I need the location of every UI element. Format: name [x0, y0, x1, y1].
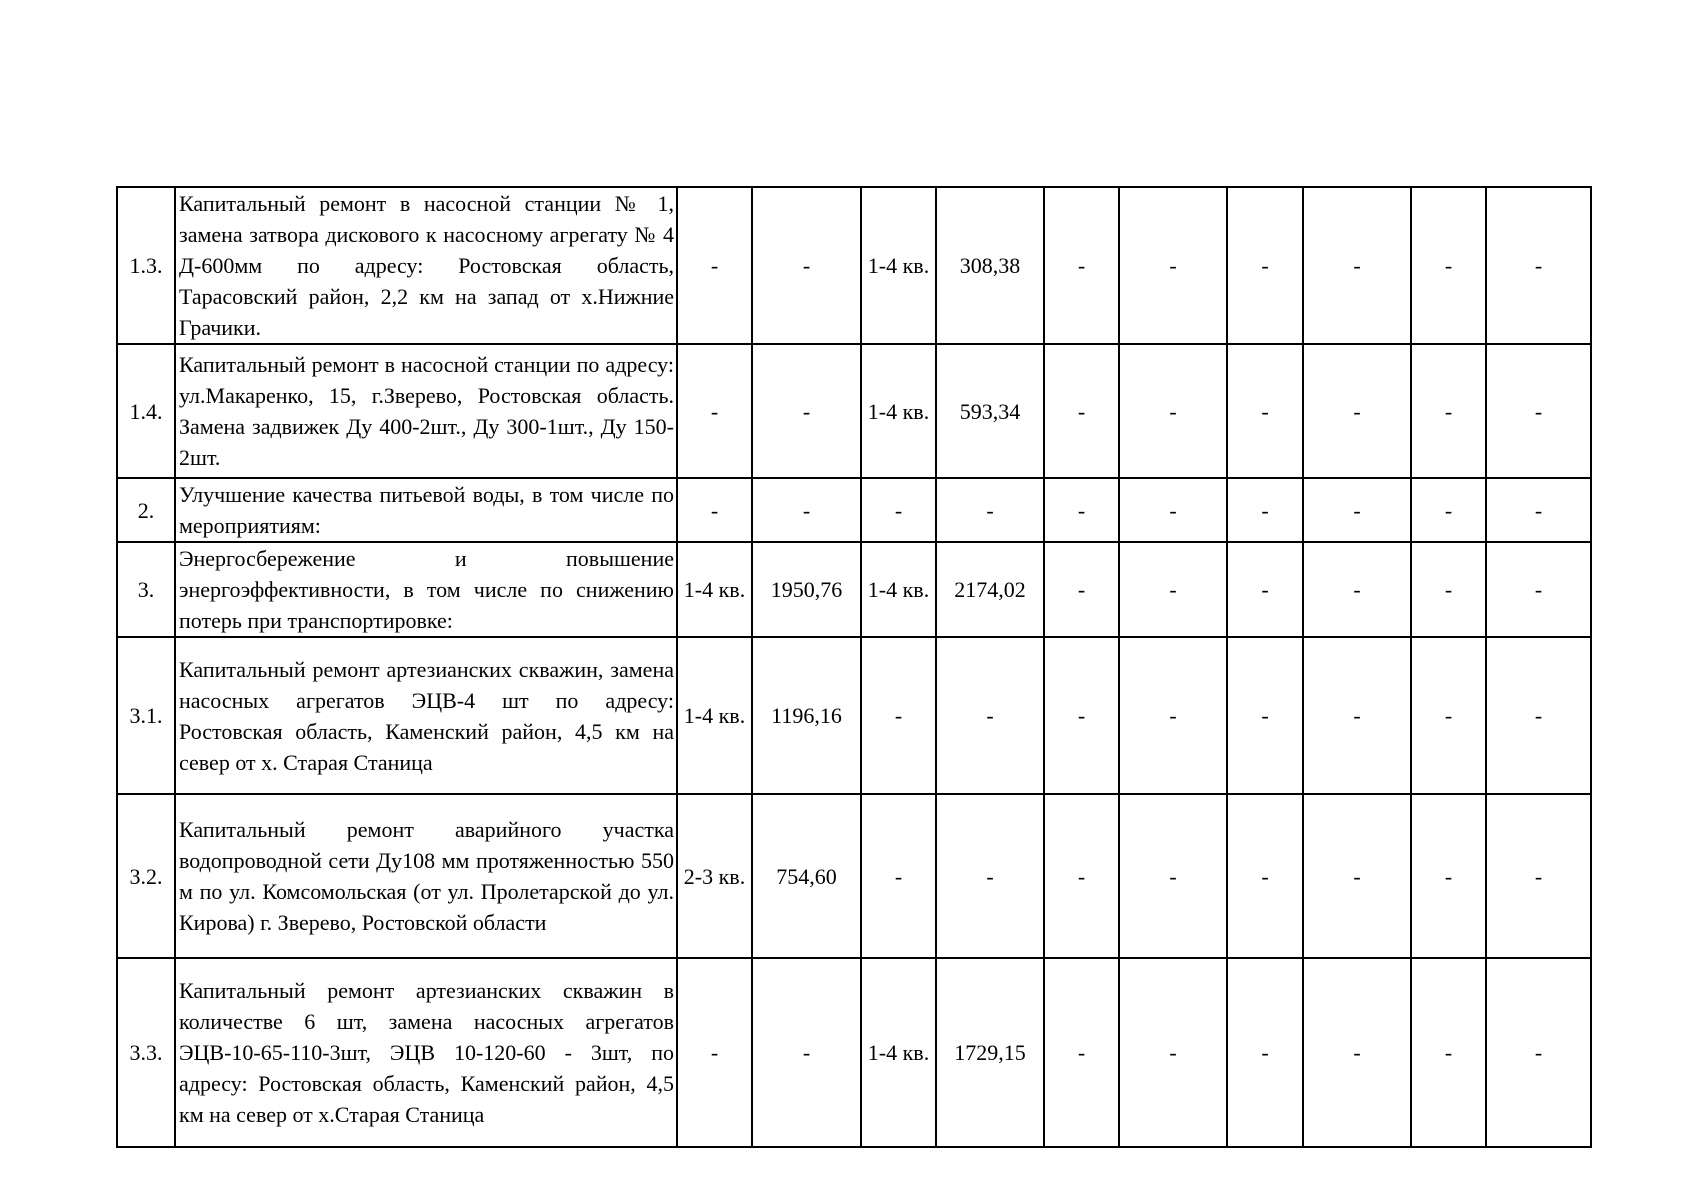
table-cell: 593,34 [936, 344, 1044, 478]
table-cell: - [1119, 637, 1227, 794]
table-row [117, 542, 1591, 637]
table-cell: - [861, 794, 936, 958]
table-cell: - [1411, 637, 1486, 794]
table-cell: - [1411, 958, 1486, 1147]
table-cell: - [1486, 187, 1591, 344]
table-cell: - [1044, 542, 1119, 637]
table-cell: - [1227, 542, 1303, 637]
table-cell: - [1486, 542, 1591, 637]
row-description: Энергосбережение и повышение энергоэффективности, в том числе по снижению потерь при транспортировке: [175, 542, 677, 637]
table-cell: - [1486, 794, 1591, 958]
table-cell: 1-4 кв. [861, 344, 936, 478]
table-cell: - [1227, 958, 1303, 1147]
table-cell: 308,38 [936, 187, 1044, 344]
table-cell: - [1044, 187, 1119, 344]
table-cell: - [861, 637, 936, 794]
table-cell: - [752, 187, 861, 344]
table-cell: - [677, 478, 752, 542]
table-cell: - [1044, 958, 1119, 1147]
table-cell: - [1411, 344, 1486, 478]
table-row [117, 637, 1591, 794]
table-cell: 1-4 кв. [677, 637, 752, 794]
row-description: Капитальный ремонт в насосной станции по адресу: ул.Макаренко, 15, г.Зверево, Ростовская область. Замена задвижек Ду 400-2шт., Ду 300-1шт., Ду 150-2шт. [175, 344, 677, 478]
table-cell: - [1303, 958, 1411, 1147]
table-cell: - [1303, 637, 1411, 794]
row-number: 3.1. [117, 637, 175, 794]
table-cell: - [752, 344, 861, 478]
table-cell: - [677, 187, 752, 344]
row-description: Капитальный ремонт артезианских скважин в количестве 6 шт, замена насосных агрегатов ЭЦВ-10-65-110-3шт, ЭЦВ 10-120-60 - 3шт, по адресу: Ростовская область, Каменский район, 4,5 км на север от х.Старая Станица [175, 958, 677, 1147]
table-cell: 2-3 кв. [677, 794, 752, 958]
table-cell: - [677, 344, 752, 478]
table-cell: - [1303, 478, 1411, 542]
table-cell: 2174,02 [936, 542, 1044, 637]
table-cell: 1-4 кв. [861, 958, 936, 1147]
measures-table [116, 186, 1592, 1148]
table-cell: - [1119, 794, 1227, 958]
row-number: 3.3. [117, 958, 175, 1147]
table-cell: - [1119, 478, 1227, 542]
row-description: Капитальный ремонт аварийного участка водопроводной сети Ду108 мм протяженностью 550 м по ул. Комсомольская (от ул. Пролетарской до ул. Кирова) г. Зверево, Ростовской области [175, 794, 677, 958]
table-cell: - [752, 958, 861, 1147]
table-cell: - [1486, 344, 1591, 478]
table-cell: 1-4 кв. [861, 542, 936, 637]
table-cell: - [1486, 478, 1591, 542]
table-cell: - [936, 478, 1044, 542]
table-cell: - [1411, 187, 1486, 344]
table-cell: - [1227, 794, 1303, 958]
table-cell: - [1486, 637, 1591, 794]
table-cell: 1-4 кв. [677, 542, 752, 637]
table-cell: - [936, 637, 1044, 794]
table-cell: - [936, 794, 1044, 958]
table-cell: - [1044, 637, 1119, 794]
row-number: 2. [117, 478, 175, 542]
row-number: 1.3. [117, 187, 175, 344]
table-row [117, 344, 1591, 478]
table-cell: 1729,15 [936, 958, 1044, 1147]
table-cell: - [1227, 478, 1303, 542]
row-description: Улучшение качества питьевой воды, в том числе по мероприятиям: [175, 478, 677, 542]
table-cell: - [1227, 344, 1303, 478]
table-cell: 1-4 кв. [861, 187, 936, 344]
table-cell: - [861, 478, 936, 542]
table-row [117, 794, 1591, 958]
table-row [117, 958, 1591, 1147]
row-number: 3. [117, 542, 175, 637]
table-cell: - [1411, 542, 1486, 637]
table-cell: - [1303, 542, 1411, 637]
table-cell: - [1119, 187, 1227, 344]
table-cell: - [1044, 344, 1119, 478]
table-cell: - [1411, 794, 1486, 958]
row-description: Капитальный ремонт артезианских скважин, замена насосных агрегатов ЭЦВ-4 шт по адресу: Ростовская область, Каменский район, 4,5 км на север от х. Старая Станица [175, 637, 677, 794]
table-cell: 1196,16 [752, 637, 861, 794]
table-cell: - [1411, 478, 1486, 542]
row-number: 3.2. [117, 794, 175, 958]
table-cell: - [1119, 958, 1227, 1147]
table-cell: 754,60 [752, 794, 861, 958]
table-cell: 1950,76 [752, 542, 861, 637]
table-cell: - [1044, 478, 1119, 542]
table-cell: - [1227, 187, 1303, 344]
table-row [117, 187, 1591, 344]
table-cell: - [1227, 637, 1303, 794]
table-cell: - [752, 478, 861, 542]
table-cell: - [677, 958, 752, 1147]
table-cell: - [1119, 542, 1227, 637]
row-description: Капитальный ремонт в насосной станции № 1, замена затвора дискового к насосному агрегату № 4 Д-600мм по адресу: Ростовская область, Тарасовский район, 2,2 км на запад от х.Нижние Грачики. [175, 187, 677, 344]
table-cell: - [1486, 958, 1591, 1147]
row-number: 1.4. [117, 344, 175, 478]
table-cell: - [1303, 344, 1411, 478]
table-cell: - [1119, 344, 1227, 478]
table-cell: - [1303, 794, 1411, 958]
table-cell: - [1303, 187, 1411, 344]
table-cell: - [1044, 794, 1119, 958]
table-row [117, 478, 1591, 542]
